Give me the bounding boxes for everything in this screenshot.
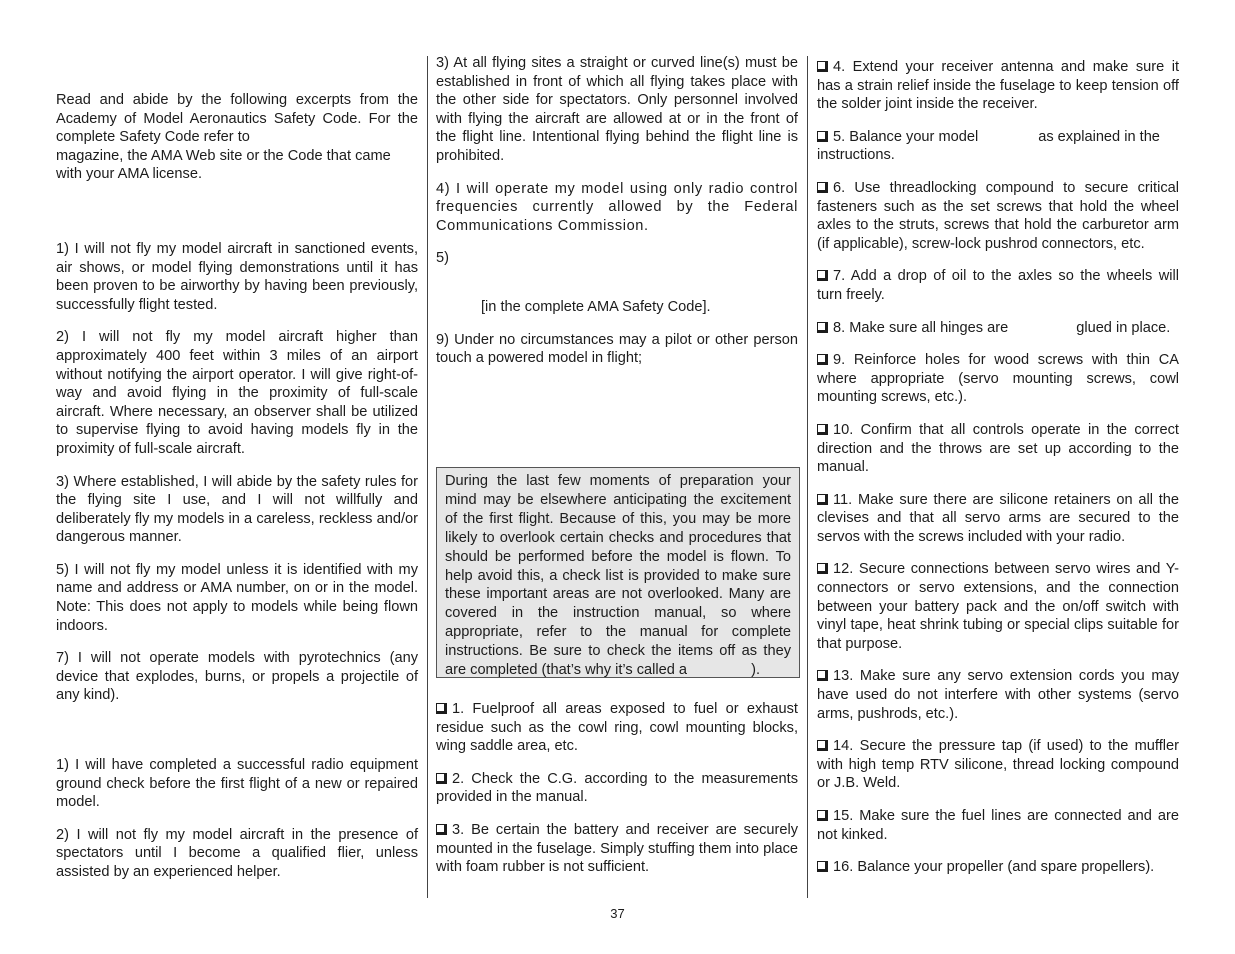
page-number: 37: [610, 906, 625, 921]
checkbox-icon[interactable]: [817, 740, 828, 751]
checklist-item-14[interactable]: 14. Secure the pressure tap (if used) to the muffler with high temp RTV silicone, thread locking compound or J.B. Weld.: [817, 738, 1179, 792]
radio-rule: 1) I will have completed a successful radio equipment ground check before the first flight of a new or repaired model.: [56, 757, 418, 811]
checklist-item-7[interactable]: 7. Add a drop of oil to the axles so the wheels will turn freely.: [817, 268, 1179, 303]
safety-rule: 4) I will operate my model using only radio control frequencies currently allowed by the Federal Communications Commission.: [436, 180, 798, 234]
checkbox-icon[interactable]: [817, 563, 828, 574]
checklist-item-1[interactable]: 1. Fuelproof all areas exposed to fuel or exhaust residue such as the cowl ring, cowl mounting blocks, wing saddle area, etc.: [436, 701, 798, 755]
intro-paragraph-cont: magazine, the AMA Web site or the Code that came with your AMA license.: [56, 147, 391, 183]
checklist-item-16[interactable]: 16. Balance your propeller (and spare propellers).: [817, 858, 1179, 877]
checkbox-icon[interactable]: [436, 703, 447, 714]
checklist-item-10[interactable]: 10. Confirm that all controls operate in the correct direction and the throws are set up according to the manual.: [817, 421, 1179, 476]
checkbox-icon[interactable]: [817, 810, 828, 821]
checkbox-icon[interactable]: [817, 424, 828, 435]
checklist-item-13[interactable]: 13. Make sure any servo extension cords you may have used do not interfere with other systems (servo arms, pushrods, etc.).: [817, 668, 1179, 722]
safety-rule: 9) Under no circumstances may a pilot or other person touch a powered model in flight;: [436, 331, 798, 367]
checklist-item-15[interactable]: 15. Make sure the fuel lines are connected and are not kinked.: [817, 808, 1179, 843]
checklist-item-8[interactable]: 8. Make sure all hinges are glued in place.: [817, 319, 1179, 338]
checkbox-icon[interactable]: [817, 861, 828, 872]
checkbox-icon[interactable]: [817, 270, 828, 281]
checklist-intro-box: [436, 467, 800, 678]
safety-rule: 3) Where established, I will abide by the safety rules for the flying site I use, and I will not willfully and deliberately fly my models in a careless, reckless and/or dangerous manner.: [56, 473, 418, 546]
checklist-item-5[interactable]: 5. Balance your model as explained in the instructions.: [817, 128, 1160, 164]
checklist-intro-end: ).: [751, 662, 760, 679]
checklist-item-9[interactable]: 9. Reinforce holes for wood screws with thin CA where appropriate (servo mounting screws, cowl mounting screws, etc.).: [817, 352, 1179, 406]
checkbox-icon[interactable]: [817, 494, 828, 505]
safety-rule: 1) I will not fly my model aircraft in sanctioned events, air shows, or model flying demonstrations until it has been proven to be airworthy by having been previously, successfully flight tested.: [56, 240, 418, 313]
safety-rule: 2) I will not fly my model aircraft higher than approximately 400 feet within 3 miles of an airport without notifying the airport operator. I will give right-of-way and avoid flying in the proximity of full-scale aircraft. Where necessary, an observer shall be utilized to supervise flying to avoid having models fly in the proximity of full-scale aircraft.: [56, 329, 418, 457]
safety-rule-cont: [in the complete AMA Safety Code].: [481, 298, 711, 315]
checkbox-icon[interactable]: [817, 670, 828, 681]
column-divider: [427, 56, 428, 898]
column-divider: [807, 56, 808, 898]
checkbox-icon[interactable]: [817, 354, 828, 365]
safety-rule: 5) I will not fly my model unless it is identified with my name and address or AMA number, on or in the model. Note: This does not apply to models while being flown indoors.: [56, 561, 418, 634]
column-3: [817, 58, 1179, 891]
checklist-item-11[interactable]: 11. Make sure there are silicone retainers on all the clevises and that all servo arms are secured to the servos with the screws included with your radio.: [817, 491, 1179, 545]
checklist-item-2[interactable]: 2. Check the C.G. according to the measurements provided in the manual.: [436, 770, 798, 806]
safety-rule: 5): [436, 250, 449, 267]
checklist-item-12[interactable]: 12. Secure connections between servo wires and Y-connectors or servo extensions, and the connection between your battery pack and the on/off switch with vinyl tape, heat shrink tubing or special clips suitable for that purpose.: [817, 561, 1179, 652]
checklist-col2: [436, 700, 798, 891]
radio-rule: 2) I will not fly my model aircraft in the presence of spectators until I become a qualified flier, unless assisted by an experienced helper.: [56, 826, 418, 880]
checkbox-icon[interactable]: [817, 61, 828, 72]
checkbox-icon[interactable]: [817, 131, 828, 142]
safety-rule: 3) At all flying sites a straight or curved line(s) must be established in front of which all flying takes place with the other side for spectators. Only personnel involved with flying the aircraft are allowed at or in the front of the flight line. Intentional flying behind the flight line is prohibited.: [436, 55, 798, 164]
column-1: [56, 54, 418, 896]
checkbox-icon[interactable]: [817, 182, 828, 193]
checklist-intro-text: During the last few moments of preparation your mind may be elsewhere anticipating the excitement of the first flight. Because of this, you may be more likely to overlook certain checks and procedures that should be performed before the model is flown. To help avoid this, a check list is provided to make sure these important areas are not overlooked. Many are covered in the instruction manual, so where appropriate, refer to the manual for complete instructions. Be sure to check the items off as they are completed (that’s why it’s called a: [445, 473, 791, 679]
checklist-item-6[interactable]: 6. Use threadlocking compound to secure critical fasteners such as the set screws that hold the wheel axles to the struts, screws that hold the carburetor arm (if applicable), screw-lock pushrod connectors, etc.: [817, 179, 1179, 252]
column-2: [436, 54, 798, 382]
intro-paragraph: Read and abide by the following excerpts from the Academy of Model Aeronautics Safety Code. For the complete Safety Code refer to: [56, 92, 418, 146]
checklist-item-3[interactable]: 3. Be certain the battery and receiver are securely mounted in the fuselage. Simply stuffing them into place with foam rubber is not sufficient.: [436, 821, 798, 876]
checkbox-icon[interactable]: [817, 322, 828, 333]
checklist-item-4[interactable]: 4. Extend your receiver antenna and make sure it has a strain relief inside the fuselage to keep tension off the solder joint inside the receiver.: [817, 59, 1179, 113]
safety-rule: 7) I will not operate models with pyrotechnics (any device that explodes, burns, or propels a projectile of any kind).: [56, 650, 418, 704]
checkbox-icon[interactable]: [436, 824, 447, 835]
checkbox-icon[interactable]: [436, 773, 447, 784]
